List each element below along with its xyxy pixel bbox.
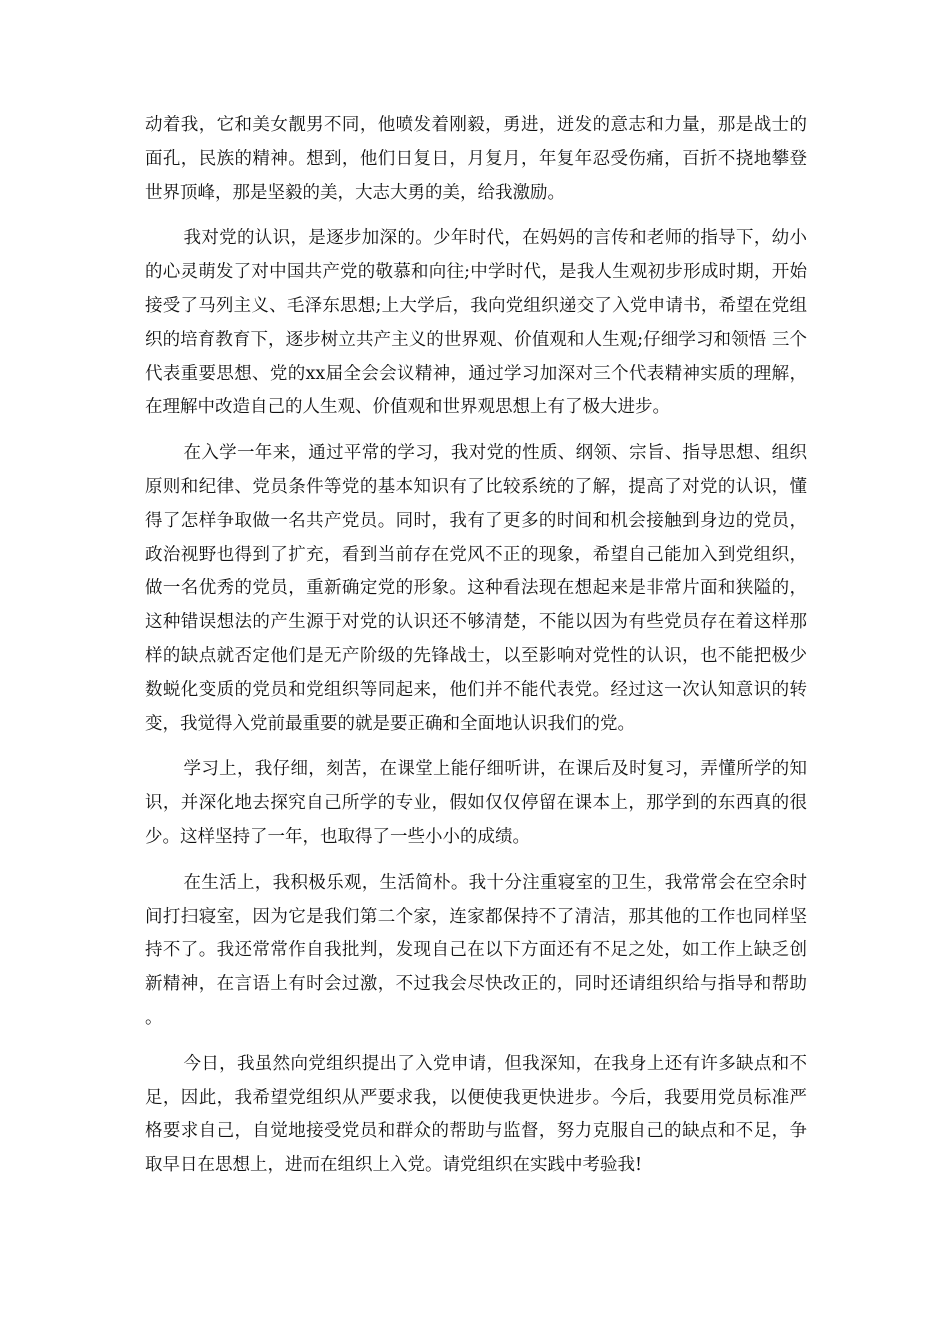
paragraph-3: 在入学一年来，通过平常的学习，我对党的性质、纲领、宗旨、指导思想、组织原则和纪律、党员条件等党的基本知识有了比较系统的了解，提高了对党的认识，懂得了怎样争取做一名共产党员。同时，我有了更多的时间和机会接触到身边的党员，政治视野也得到了扩充，看到当前存在党风不正的现象，希望自己能加入到党组织，做一名优秀的党员，重新确定党的形象。这种看法现在想起来是非常片面和狭隘的，这种错误想法的产生源于对党的认识还不够清楚，不能以因为有些党员存在着这样那样的缺点就否定他们是无产阶级的先锋战士，以至影响对党性的认识，也不能把极少数蜕化变质的党员和党组织等同起来，他们并不能代表党。经过这一次认知意识的转变，我觉得入党前最重要的就是要正确和全面地认识我们的党。	[145, 443, 807, 734]
paragraph-2: 我对党的认识，是逐步加深的。少年时代，在妈妈的言传和老师的指导下，幼小的心灵萌发了对中国共产党的敬慕和向往;中学时代，是我人生观初步形成时期，开始接受了马列主义、毛泽东思想;上大学后，我向党组织递交了入党申请书，希望在党组织的培育教育下，逐步树立共产主义的世界观、价值观和人生观;仔细学习和领悟 三个代表重要思想、党的xx届全会会议精神，通过学习加深对三个代表精神实质的理解，在理解中改造自己的人生观、价值观和世界观思想上有了极大进步。	[145, 228, 807, 418]
document-body	[145, 109, 807, 1195]
paragraph-5: 在生活上，我积极乐观，生活简朴。我十分注重寝室的卫生，我常常会在空余时间打扫寝室，因为它是我们第二个家，连家都保持不了清洁，那其他的工作也同样坚持不了。我还常常作自我批判，发现自己在以下方面还有不足之处，如工作上缺乏创新精神，在言语上有时会过激，不过我会尽快改正的，同时还请组织给与指导和帮助 。	[145, 872, 807, 1028]
paragraph-1: 动着我，它和美女靓男不同，他喷发着刚毅，勇进，迸发的意志和力量，那是战士的面孔，民族的精神。想到，他们日复日，月复月，年复年忍受伤痛，百折不挠地攀登世界顶峰，那是坚毅的美，大志大勇的美，给我激励。	[145, 115, 807, 203]
paragraph-6: 今日，我虽然向党组织提出了入党申请，但我深知，在我身上还有许多缺点和不足，因此，我希望党组织从严要求我，以便使我更快进步。今后，我要用党员标准严格要求自己，自觉地接受党员和群众的帮助与监督，努力克服自己的缺点和不足，争取早日在思想上，进而在组织上入党。请党组织在实践中考验我!	[145, 1053, 807, 1176]
paragraph-4: 学习上，我仔细，刻苦，在课堂上能仔细听讲，在课后及时复习，弄懂所学的知识，并深化地去探究自己所学的专业，假如仅仅停留在课本上，那学到的东西真的很少。这样坚持了一年，也取得了一些小小的成绩。	[145, 759, 807, 847]
